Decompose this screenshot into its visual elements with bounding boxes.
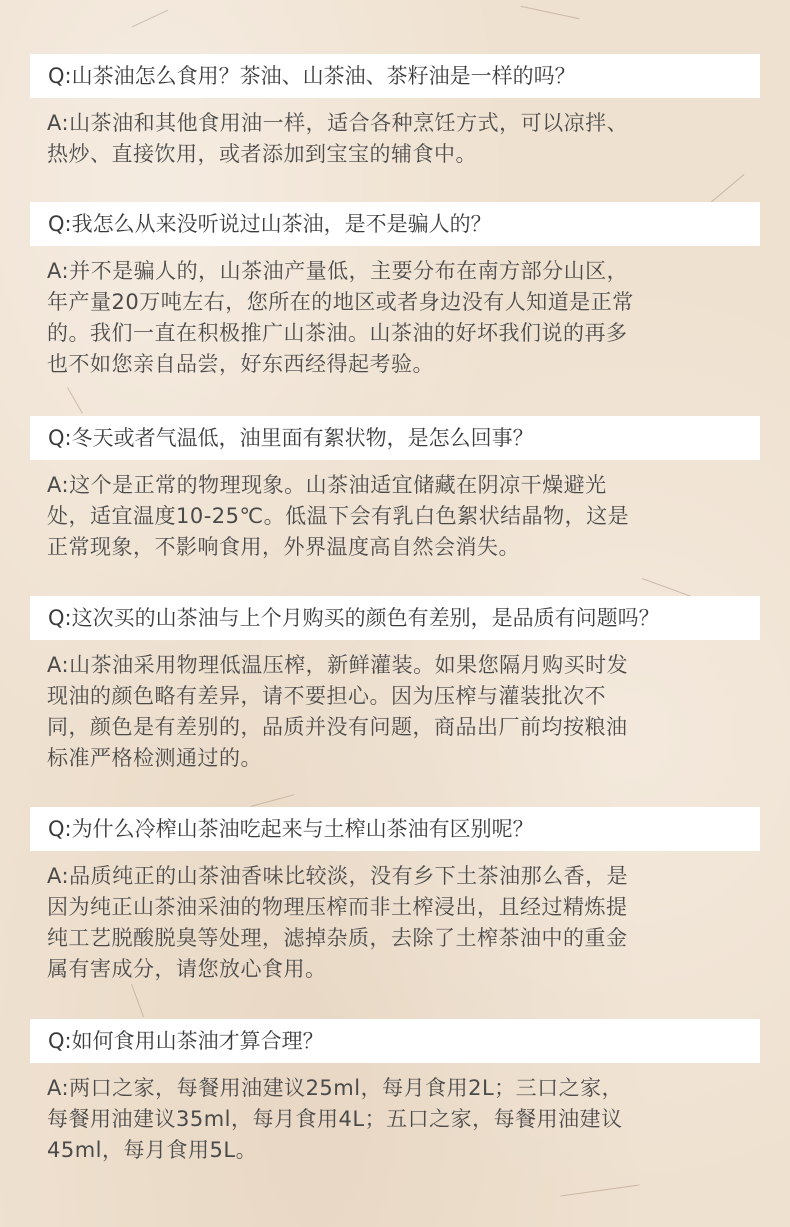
answer-line: A:两口之家，每餐用油建议25ml，每月食用2L；三口之家， [47,1076,624,1100]
answer-text [47,650,747,774]
answer-line: 的。我们一直在积极推广山茶油。山茶油的好坏我们说的再多 [47,321,628,345]
answer-text [47,108,747,170]
answer-line: 因为纯正山茶油采油的物理压榨而非土榨浸出，且经过精炼提 [47,895,628,919]
answer-line: 标准严格检测通过的。 [47,746,262,770]
answer-text [47,1073,747,1166]
answer-line: A:品质纯正的山茶油香味比较淡，没有乡下土茶油那么香，是 [47,864,629,888]
answer-line: A:山茶油采用物理低温压榨，新鲜灌装。如果您隔月购买时发 [47,653,629,677]
paper-fiber [251,794,295,807]
question-bar: Q:冬天或者气温低，油里面有絮状物，是怎么回事？ [30,416,760,460]
paper-fiber [521,6,580,19]
paper-fiber [67,387,83,413]
answer-line: 热炒、直接饮用，或者添加到宝宝的辅食中。 [47,142,477,166]
paper-fiber [560,1184,639,1196]
paper-fiber [132,10,169,28]
question-bar: Q:这次买的山茶油与上个月购买的颜色有差别，是品质有问题吗？ [30,596,760,640]
answer-text [47,470,747,563]
question-bar: Q:如何食用山茶油才算合理？ [30,1019,760,1063]
answer-line: 年产量20万吨左右，您所在的地区或者身边没有人知道是正常 [47,290,634,314]
answer-line: 也不如您亲自品尝，好东西经得起考验。 [47,352,434,376]
answer-line: 纯工艺脱酸脱臭等处理，滤掉杂质，去除了土榨茶油中的重金 [47,926,628,950]
question-bar: Q:为什么冷榨山茶油吃起来与土榨山茶油有区别呢？ [30,807,760,851]
answer-line: 现油的颜色略有差异，请不要担心。因为压榨与灌装批次不 [47,684,606,708]
answer-line: 属有害成分，请您放心食用。 [47,957,327,981]
answer-text [47,256,747,380]
answer-line: 处，适宜温度10-25℃。低温下会有乳白色絮状结晶物，这是 [47,504,630,528]
answer-line: 45ml，每月食用5L。 [47,1138,258,1162]
answer-line: 每餐用油建议35ml，每月食用4L；五口之家，每餐用油建议 [47,1107,623,1131]
paper-fiber [131,984,144,1017]
answer-line: 同，颜色是有差别的，品质并没有问题，商品出厂前均按粮油 [47,715,628,739]
question-bar: Q:山茶油怎么食用？茶油、山茶油、茶籽油是一样的吗？ [30,54,760,98]
answer-text [47,861,747,985]
answer-line: A:这个是正常的物理现象。山茶油适宜储藏在阴凉干燥避光 [47,473,607,497]
answer-line: A:并不是骗人的，山茶油产量低，主要分布在南方部分山区， [47,259,629,283]
question-bar: Q:我怎么从来没听说过山茶油，是不是骗人的？ [30,202,760,246]
answer-line: 正常现象，不影响食用，外界温度高自然会消失。 [47,535,520,559]
answer-line: A:山茶油和其他食用油一样，适合各种烹饪方式，可以凉拌、 [47,111,629,135]
